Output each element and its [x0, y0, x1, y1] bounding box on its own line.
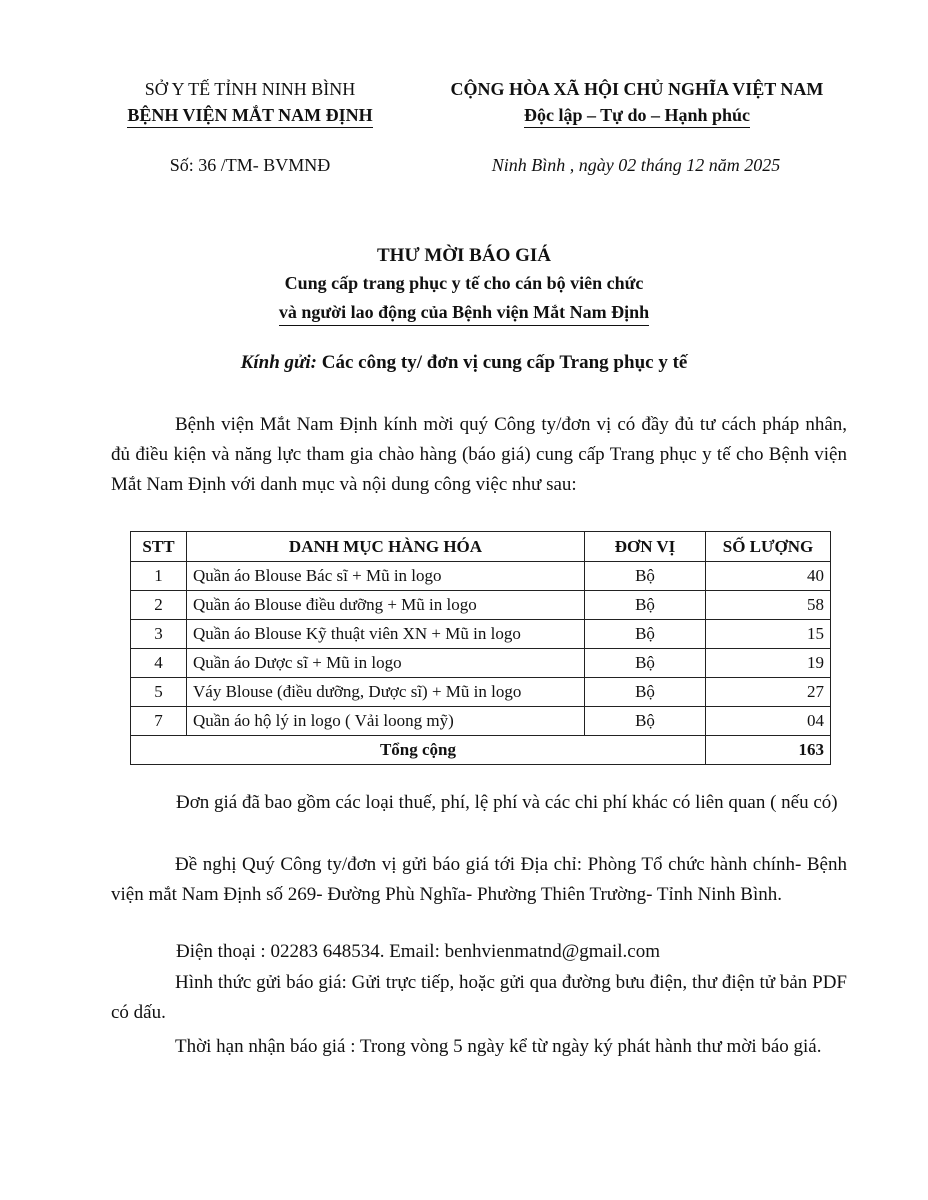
- submission-deadline: Thời hạn nhận báo giá : Trong vòng 5 ngày kể từ ngày ký phát hành thư mời báo giá.: [175, 1036, 822, 1057]
- table-row: [131, 678, 831, 707]
- table-row: [131, 562, 831, 591]
- cell-unit: Bộ: [585, 591, 706, 620]
- table-total-row: [131, 736, 831, 765]
- cell-stt: 5: [131, 678, 187, 707]
- cell-qty: 15: [706, 620, 831, 649]
- cell-unit: Bộ: [585, 707, 706, 736]
- table-row: [131, 620, 831, 649]
- contact-info: Điện thoại : 02283 648534. Email: benhvienmatnd@gmail.com: [176, 941, 660, 962]
- org-name: BỆNH VIỆN MẮT NAM ĐỊNH: [127, 103, 372, 128]
- total-value: 163: [706, 736, 831, 765]
- price-note: Đơn giá đã bao gồm các loại thuế, phí, lệ phí và các chi phí khác có liên quan ( nếu có): [176, 792, 838, 813]
- document-number: Số: 36 /TM- BVMNĐ: [169, 155, 331, 175]
- cell-unit: Bộ: [585, 678, 706, 707]
- cell-qty: 40: [706, 562, 831, 591]
- place-date: Ninh Bình , ngày 02 tháng 12 năm 2025: [491, 155, 781, 175]
- national-header: [418, 76, 856, 128]
- cell-stt: 7: [131, 707, 187, 736]
- motto: Độc lập – Tự do – Hạnh phúc: [524, 103, 750, 128]
- title-block: [100, 243, 828, 327]
- total-label: Tổng cộng: [131, 736, 706, 765]
- issuer-header: [100, 76, 400, 128]
- cell-qty: 19: [706, 649, 831, 678]
- cell-qty: 04: [706, 707, 831, 736]
- title-subline-1: Cung cấp trang phục y tế cho cán bộ viên chức: [284, 273, 644, 293]
- cell-unit: Bộ: [585, 620, 706, 649]
- table-row: [131, 591, 831, 620]
- submission-method: Hình thức gửi báo giá: Gửi trực tiếp, hoặc gửi qua đường bưu điện, thư điện tử bản PDF có dấu.: [111, 972, 847, 1023]
- cell-stt: 3: [131, 620, 187, 649]
- col-header-item: DANH MỤC HÀNG HÓA: [187, 532, 585, 562]
- table-row: [131, 707, 831, 736]
- cell-qty: 58: [706, 591, 831, 620]
- greeting: [100, 352, 828, 374]
- intro-paragraph: Bệnh viện Mắt Nam Định kính mời quý Công ty/đơn vị có đầy đủ tư cách pháp nhân, đủ điều kiện và năng lực tham gia chào hàng (báo giá) cung cấp Trang phục y tế cho Bệnh viện Mắt Nam Định với danh mục và nội dung công việc như sau:: [111, 414, 847, 495]
- title-subline-2: và người lao động của Bệnh viện Mắt Nam Định: [279, 299, 649, 326]
- greeting-recipient: Các công ty/ đơn vị cung cấp Trang phục y tế: [317, 352, 688, 373]
- table-header-row: [131, 532, 831, 562]
- cell-stt: 4: [131, 649, 187, 678]
- col-header-stt: STT: [131, 532, 187, 562]
- cell-item: Váy Blouse (điều dưỡng, Dược sĩ) + Mũ in logo: [187, 678, 585, 707]
- cell-stt: 2: [131, 591, 187, 620]
- cell-unit: Bộ: [585, 562, 706, 591]
- cell-stt: 1: [131, 562, 187, 591]
- submission-address: Đề nghị Quý Công ty/đơn vị gửi báo giá tới Địa chỉ: Phòng Tổ chức hành chính- Bệnh viện mắt Nam Định số 269- Đường Phù Nghĩa- Phường Thiên Trường- Tỉnh Ninh Bình.: [111, 854, 847, 905]
- col-header-unit: ĐƠN VỊ: [585, 532, 706, 562]
- parent-org: SỞ Y TẾ TỈNH NINH BÌNH: [144, 79, 356, 99]
- cell-item: Quần áo Blouse Kỹ thuật viên XN + Mũ in logo: [187, 620, 585, 649]
- cell-item: Quần áo Blouse Bác sĩ + Mũ in logo: [187, 562, 585, 591]
- cell-unit: Bộ: [585, 649, 706, 678]
- cell-item: Quần áo Dược sĩ + Mũ in logo: [187, 649, 585, 678]
- cell-item: Quần áo hộ lý in logo ( Vải loong mỹ): [187, 707, 585, 736]
- nation-title: CỘNG HÒA XÃ HỘI CHỦ NGHĨA VIỆT NAM: [450, 79, 824, 99]
- cell-item: Quần áo Blouse điều dưỡng + Mũ in logo: [187, 591, 585, 620]
- col-header-qty: SỐ LƯỢNG: [706, 532, 831, 562]
- cell-qty: 27: [706, 678, 831, 707]
- goods-table: [130, 531, 831, 765]
- document-title: THƯ MỜI BÁO GIÁ: [377, 245, 551, 266]
- greeting-label: Kính gửi:: [240, 352, 317, 373]
- table-row: [131, 649, 831, 678]
